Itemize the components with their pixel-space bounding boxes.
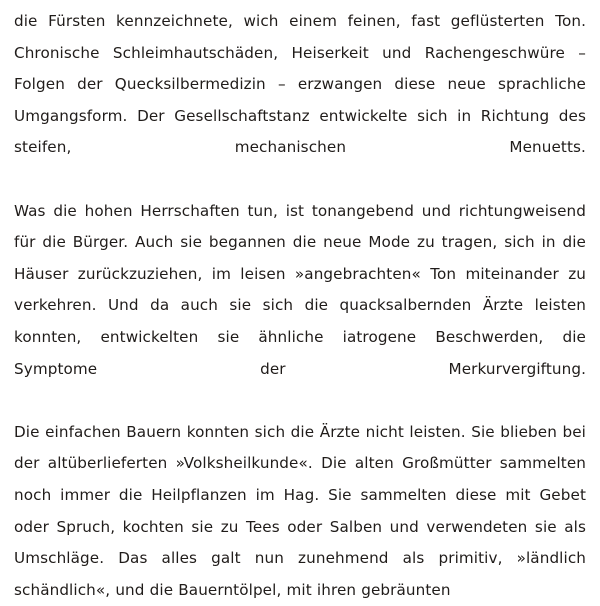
document-body [14, 6, 586, 606]
paragraph-3: Die einfachen Bauern konnten sich die Ärzte nicht leisten. Sie blieben bei der altüberlieferten »Volksheilkunde«. Die alten Großmütter sammelten noch immer die Heilpflanzen im Hag. Sie sammelten diese mit Gebet oder Spruch, kochten sie zu Tees oder Salben und verwendeten sie als Umschläge. Das alles galt nun zunehmend als primitiv, »ländlich schändlich«, und die Bauerntölpel, mit ihren gebräunten [14, 422, 586, 599]
paragraph-2: Was die hohen Herrschaften tun, ist tonangebend und richtungweisend für die Bürger. Auch sie begannen die neue Mode zu tragen, sich in die Häuser zurückzuziehen, im leisen »angebrachten« Ton miteinander zu verkehren. Und da auch sie sich die quacksalbernden Ärzte leisten konnten, entwickelten sie ähnliche iatrogene Beschwerden, die Symptome der Merkurvergiftung. [14, 201, 586, 378]
paragraph-1: die Fürsten kennzeichnete, wich einem feinen, fast geflüsterten Ton. Chronische Schleimhautschäden, Heiserkeit und Rachengeschwüre – Folgen der Quecksilbermedizin – erzwangen diese neue sprachliche Umgangsform. Der Gesellschaftstanz entwickelte sich in Richtung des steifen, mechanischen Menuetts. [14, 12, 586, 157]
